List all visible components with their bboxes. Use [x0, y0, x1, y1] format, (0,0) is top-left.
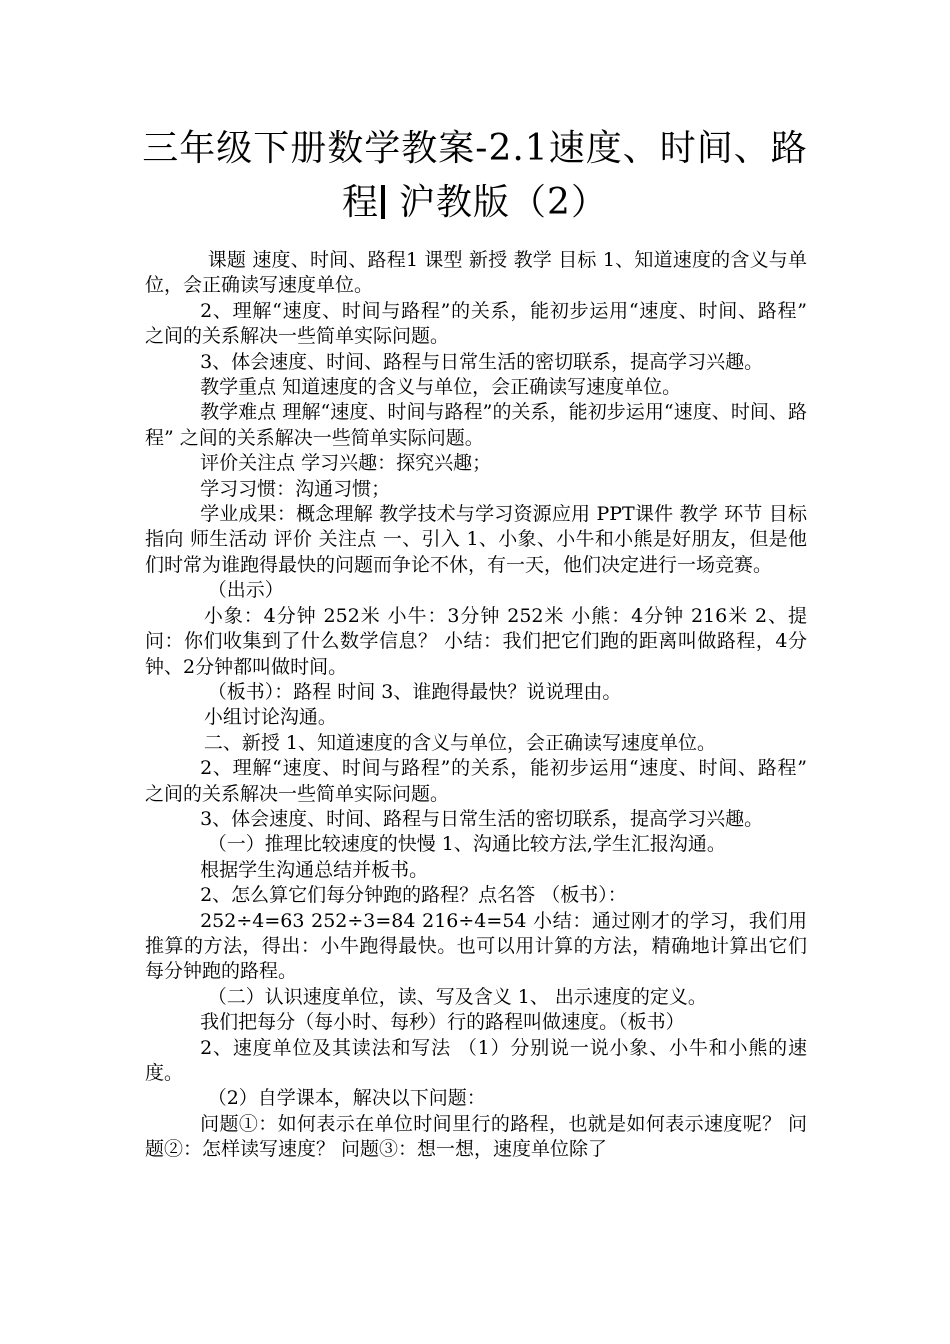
paragraph-difficulty: 教学难点 理解“速度、时间与路程”的关系，能初步运用“速度、时间、路程” 之间的关系解决一些简单实际问题。	[145, 401, 807, 449]
paragraph-habits: 学习习惯：沟通习惯；	[200, 477, 391, 500]
paragraph-data: 小象：4分钟 252米 小牛：3分钟 252米 小熊：4分钟 216米 2、提问：你们收集到了什么数学信息？ 小结：我们把它们跑的距离叫做路程，4分钟、2分钟都叫做时间。	[145, 604, 807, 678]
paragraph-discussion: 小组讨论沟通。	[203, 706, 337, 729]
paragraph-key-point: 教学重点 知道速度的含义与单位，会正确读写速度单位。	[200, 376, 682, 399]
document-title	[120, 122, 830, 230]
paragraph-units: 2、速度单位及其读法和写法 （1）分别说一说小象、小牛和小熊的速度。	[145, 1036, 807, 1084]
paragraph-self-study: （2）自学课本，解决以下问题：	[207, 1087, 486, 1110]
title-line-1: 三年级下册数学教案-2.1速度、时间、路	[142, 128, 808, 169]
title-line-2-start: 程	[342, 182, 380, 223]
paragraph-section-2: （二）认识速度单位，读、写及含义 1、 出示速度的定义。	[207, 985, 707, 1008]
paragraph-new-lesson: 二、新授 1、知道速度的含义与单位，会正确读写速度单位。	[203, 731, 717, 754]
paragraph-show: （出示）	[207, 579, 284, 602]
document-body	[145, 248, 807, 1163]
paragraph-evaluation: 评价关注点 学习兴趣：探究兴趣；	[200, 452, 492, 475]
paragraph-lesson-info: 课题 速度、时间、路程1 课型 新授 教学 目标 1、知道速度的含义与单位，会正确读写速度单位。	[145, 249, 807, 297]
paragraph-section-1: （一）推理比较速度的快慢 1、沟通比较方法,学生汇报沟通。	[207, 833, 726, 856]
title-line-2-end: 沪教版（2）	[399, 182, 608, 223]
paragraph-board-1: （板书）：路程 时间 3、谁跑得最快？说说理由。	[207, 680, 622, 703]
paragraph-how-calc: 2、怎么算它们每分钟跑的路程？点名答 （板书）：	[200, 884, 627, 907]
paragraph-goal-2: 2、理解“速度、时间与路程”的关系，能初步运用“速度、时间、路程” 之间的关系解决一些简单实际问题。	[145, 299, 807, 348]
text-cursor	[381, 185, 385, 219]
paragraph-goal-3: 3、体会速度、时间、路程与日常生活的密切联系，提高学习兴趣。	[200, 350, 764, 373]
paragraph-definition: 我们把每分（每小时、每秒）行的路程叫做速度。（板书）	[200, 1011, 685, 1034]
paragraph-questions: 问题①：如何表示在单位时间里行的路程，也就是如何表示速度呢？ 问题②：怎样读写速度？ 问题③：想一想，速度单位除了	[145, 1112, 807, 1161]
paragraph-summary-board: 根据学生沟通总结并板书。	[200, 858, 429, 881]
paragraph-goal-3-repeat: 3、体会速度、时间、路程与日常生活的密切联系，提高学习兴趣。	[200, 807, 764, 830]
paragraph-goal-2-repeat: 2、理解“速度、时间与路程”的关系，能初步运用“速度、时间、路程” 之间的关系解决一些简单实际问题。	[145, 757, 807, 805]
paragraph-calculation: 252÷4=63 252÷3=84 216÷4=54 小结：通过刚才的学习，我们用推算的方法，得出：小牛跑得最快。也可以用计算的方法，精确地计算出它们每分钟跑的路程。	[145, 909, 807, 983]
paragraph-achievement: 学业成果：概念理解 教学技术与学习资源应用 PPT课件 教学 环节 目标指向 师生活动 评价 关注点 一、引入 1、小象、小牛和小熊是好朋友，但是他们时常为谁跑得最快的问题而争论不休，有一天，他们决定进行一场竞赛。	[145, 503, 807, 576]
